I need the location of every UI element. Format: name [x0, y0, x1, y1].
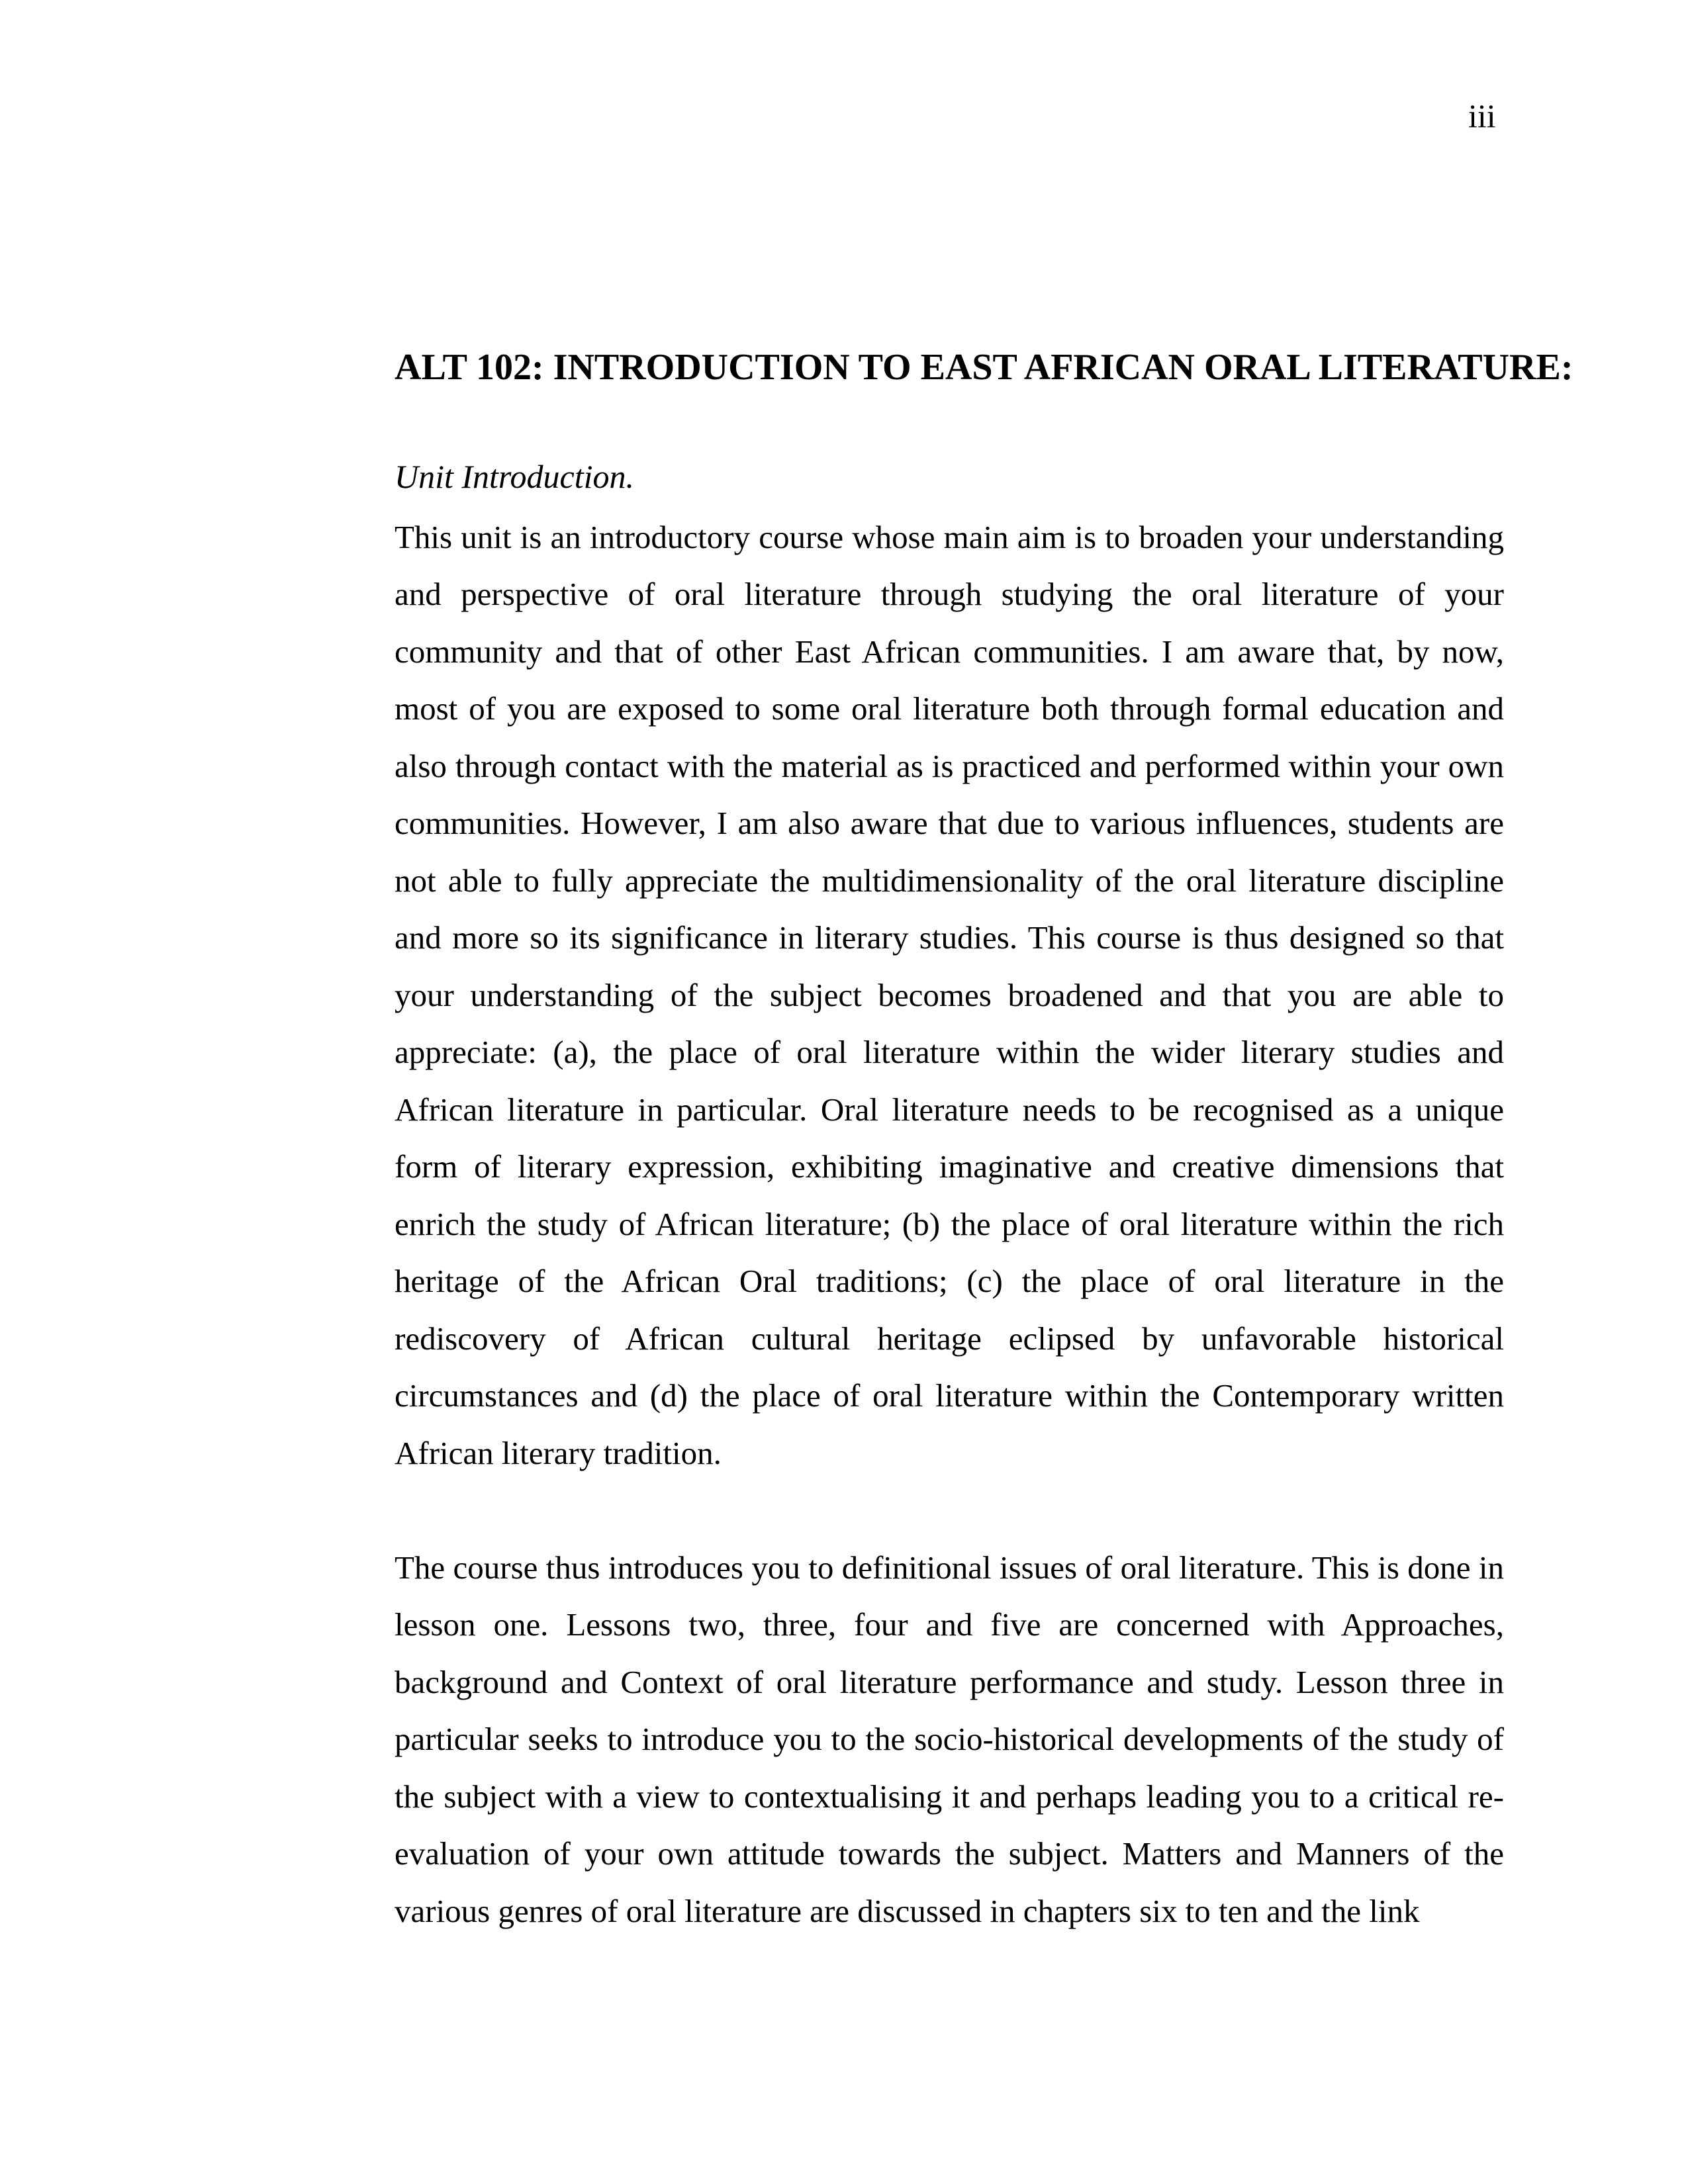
- paragraph-unit-introduction: This unit is an introductory course whose main aim is to broaden your understanding and perspective of oral literature through studying the oral literature of your community and that of other East African communities. I am aware that, by now, most of you are exposed to some oral literature both through formal education and also through contact with the material as is practiced and performed within your own communities. However, I am also aware that due to various influences, students are not able to fully appreciate the multidimensionality of the oral literature discipline and more so its significance in literary studies. This course is thus designed so that your understanding of the subject becomes broadened and that you are able to appreciate: (a), the place of oral literature within the wider literary studies and African literature in particular. Oral literature needs to be recognised as a unique form of literary expression, exhibiting imaginative and creative dimensions that enrich the study of African literature; (b) the place of oral literature within the rich heritage of the African Oral traditions; (c) the place of oral literature in the rediscovery of African cultural heritage eclipsed by unfavorable historical circumstances and (d) the place of oral literature within the Contemporary written African literary tradition.: [395, 518, 1504, 1471]
- section-heading: Unit Introduction.: [395, 458, 635, 495]
- paragraph-course-overview: The course thus introduces you to definitional issues of oral literature. This is done in lesson one. Lessons two, three, four and five are concerned with Approaches, background and Context of oral literature performance and study. Lesson three in particular seeks to introduce you to the socio-historical developments of the study of the subject with a view to contextualising it and perhaps leading you to a critical re-evaluation of your own attitude towards the subject. Matters and Manners of the various genres of oral literature are discussed in chapters six to ten and the link: [395, 1549, 1504, 1929]
- page-number: iii: [1468, 97, 1496, 134]
- page-content: [395, 338, 1573, 1940]
- document-title: ALT 102: INTRODUCTION TO EAST AFRICAN ORAL LITERATURE:: [395, 347, 1573, 388]
